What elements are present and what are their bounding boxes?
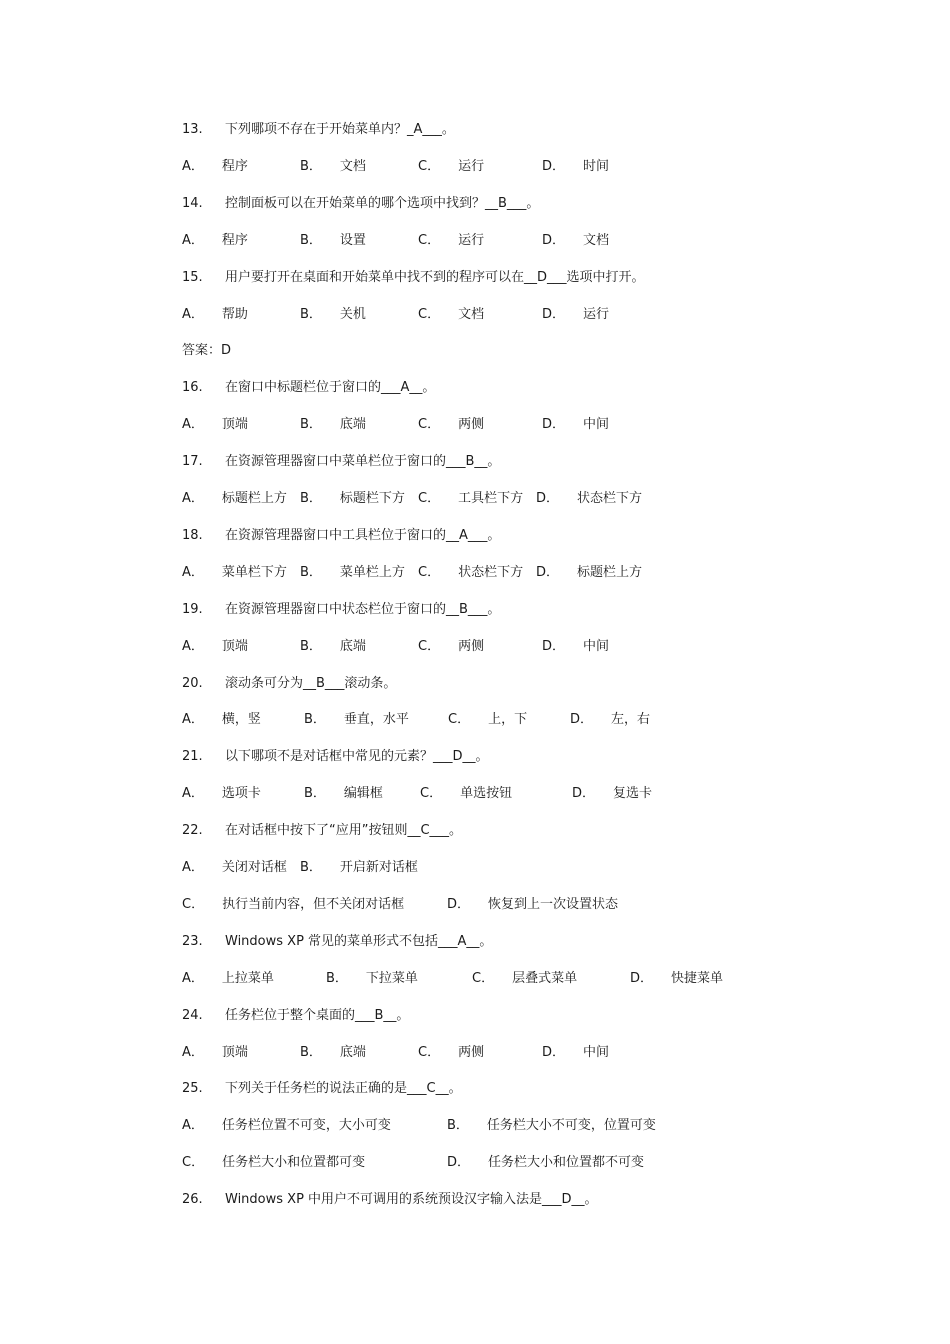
options-row xyxy=(182,563,882,583)
option-text: 任务栏大小和位置都不可变 xyxy=(488,1155,645,1170)
question-23 xyxy=(182,932,882,952)
question-number: 16. xyxy=(182,380,203,395)
answer-line: 答案：D xyxy=(182,343,232,358)
option-text: 底端 xyxy=(339,1045,366,1060)
options-row xyxy=(182,637,882,657)
option-text: 快捷菜单 xyxy=(671,971,724,986)
question-number: 22. xyxy=(182,823,203,838)
option-text: 复选卡 xyxy=(613,786,653,801)
option-text: 运行 xyxy=(458,159,485,174)
question-text: 在资源管理器窗口中状态栏位于窗口的__B___。 xyxy=(225,602,501,617)
question-number: 26. xyxy=(182,1192,203,1207)
option-text: 恢复到上一次设置状态 xyxy=(488,897,619,912)
options-row xyxy=(182,1116,882,1136)
option-letter: C． xyxy=(418,307,441,322)
option-d xyxy=(542,637,609,657)
options-row xyxy=(182,710,882,730)
option-letter: A． xyxy=(182,417,204,432)
question-number: 15. xyxy=(182,270,203,285)
option-d xyxy=(542,1043,609,1063)
option-text: 帮助 xyxy=(221,307,248,322)
option-letter: A． xyxy=(182,491,204,506)
question-number: 23. xyxy=(182,934,203,949)
option-letter: A． xyxy=(182,786,204,801)
options-row xyxy=(182,489,882,509)
option-a xyxy=(182,858,287,878)
question-22 xyxy=(182,821,882,841)
question-text: 控制面板可以在开始菜单的哪个选项中找到？__B___。 xyxy=(225,196,540,211)
option-text: 菜单栏下方 xyxy=(221,565,287,580)
option-letter: C． xyxy=(418,233,441,248)
option-a xyxy=(182,710,261,730)
question-text: 任务栏位于整个桌面的___B__。 xyxy=(225,1008,410,1023)
option-a xyxy=(182,231,248,251)
question-14 xyxy=(182,194,882,214)
option-text: 中间 xyxy=(583,417,610,432)
option-letter: D． xyxy=(536,565,560,580)
option-c xyxy=(418,637,484,657)
question-text: 以下哪项不是对话框中常见的元素？___D__。 xyxy=(225,749,489,764)
question-24 xyxy=(182,1006,882,1026)
option-letter: B． xyxy=(300,491,322,506)
option-text: 顶端 xyxy=(221,639,248,654)
question-20 xyxy=(182,674,882,694)
option-letter: A． xyxy=(182,860,204,875)
option-a xyxy=(182,784,261,804)
question-25 xyxy=(182,1079,882,1099)
question-19 xyxy=(182,600,882,620)
option-letter: B． xyxy=(304,712,326,727)
options-row xyxy=(182,969,882,989)
option-letter: B． xyxy=(300,307,322,322)
option-d xyxy=(542,415,609,435)
option-d xyxy=(542,157,609,177)
option-text: 顶端 xyxy=(221,1045,248,1060)
option-text: 两侧 xyxy=(458,417,485,432)
option-text: 选项卡 xyxy=(221,786,261,801)
question-text: 下列关于任务栏的说法正确的是___C__。 xyxy=(225,1081,462,1096)
option-text: 标题栏下方 xyxy=(339,491,405,506)
option-text: 上，下 xyxy=(488,712,528,727)
option-text: 运行 xyxy=(583,307,610,322)
option-c xyxy=(418,231,484,251)
option-letter: B． xyxy=(300,860,322,875)
option-text: 两侧 xyxy=(458,1045,485,1060)
option-letter: D． xyxy=(542,1045,566,1060)
question-number: 24. xyxy=(182,1008,203,1023)
option-letter: C． xyxy=(472,971,495,986)
option-text: 执行当前内容，但不关闭对话框 xyxy=(222,897,405,912)
option-letter: D． xyxy=(542,307,566,322)
question-13 xyxy=(182,120,882,140)
question-text: 在对话框中按下了“应用”按钮则__C___。 xyxy=(225,823,463,838)
question-number: 21. xyxy=(182,749,203,764)
option-text: 任务栏位置不可变，大小可变 xyxy=(221,1118,391,1133)
option-text: 横，竖 xyxy=(221,712,261,727)
option-letter: A． xyxy=(182,712,204,727)
option-b xyxy=(326,969,418,989)
question-number: 18. xyxy=(182,528,203,543)
option-letter: B． xyxy=(304,786,326,801)
option-text: 中间 xyxy=(583,639,610,654)
options-row xyxy=(182,415,882,435)
option-a xyxy=(182,637,248,657)
option-d xyxy=(447,1153,644,1173)
option-text: 标题栏上方 xyxy=(577,565,643,580)
option-text: 状态栏下方 xyxy=(458,565,524,580)
option-text: 菜单栏上方 xyxy=(339,565,405,580)
options-row xyxy=(182,157,882,177)
question-15 xyxy=(182,268,882,288)
option-letter: C． xyxy=(418,639,441,654)
option-c xyxy=(418,1043,484,1063)
option-c xyxy=(182,895,404,915)
option-letter: B． xyxy=(300,233,322,248)
option-letter: C． xyxy=(448,712,471,727)
option-text: 标题栏上方 xyxy=(221,491,287,506)
option-letter: C． xyxy=(418,417,441,432)
option-text: 垂直，水平 xyxy=(343,712,409,727)
option-letter: D． xyxy=(542,233,566,248)
question-text: 在窗口中标题栏位于窗口的___A__。 xyxy=(225,380,436,395)
option-text: 时间 xyxy=(583,159,610,174)
options-row xyxy=(182,1153,882,1173)
option-d xyxy=(570,710,650,730)
options-row xyxy=(182,305,882,325)
option-c xyxy=(182,1153,365,1173)
option-a xyxy=(182,305,248,325)
option-b xyxy=(300,157,366,177)
question-number: 17. xyxy=(182,454,203,469)
option-d xyxy=(536,563,642,583)
option-c xyxy=(418,563,523,583)
option-text: 层叠式菜单 xyxy=(512,971,578,986)
option-letter: D． xyxy=(570,712,594,727)
option-b xyxy=(300,1043,366,1063)
option-text: 关闭对话框 xyxy=(221,860,287,875)
option-a xyxy=(182,969,274,989)
option-b xyxy=(304,710,409,730)
options-row xyxy=(182,231,882,251)
option-letter: D． xyxy=(542,159,566,174)
options-row xyxy=(182,895,882,915)
option-d xyxy=(630,969,723,989)
question-text: 在资源管理器窗口中菜单栏位于窗口的___B__。 xyxy=(225,454,501,469)
option-letter: A． xyxy=(182,565,204,580)
option-text: 工具栏下方 xyxy=(458,491,524,506)
option-d xyxy=(447,895,618,915)
option-text: 文档 xyxy=(339,159,366,174)
option-a xyxy=(182,489,287,509)
option-text: 状态栏下方 xyxy=(577,491,643,506)
option-letter: C． xyxy=(418,159,441,174)
option-letter: D． xyxy=(542,639,566,654)
options-row xyxy=(182,1043,882,1063)
question-text: 用户要打开在桌面和开始菜单中找不到的程序可以在__D___选项中打开。 xyxy=(225,270,645,285)
option-letter: B． xyxy=(300,565,322,580)
option-d xyxy=(542,231,609,251)
question-text: 在资源管理器窗口中工具栏位于窗口的__A___。 xyxy=(225,528,501,543)
option-b xyxy=(300,637,366,657)
question-21 xyxy=(182,747,882,767)
option-d xyxy=(572,784,652,804)
question-number: 14. xyxy=(182,196,203,211)
option-text: 下拉菜单 xyxy=(365,971,418,986)
option-letter: B． xyxy=(300,159,322,174)
option-letter: A． xyxy=(182,1118,204,1133)
option-c xyxy=(418,157,484,177)
question-number: 25. xyxy=(182,1081,203,1096)
question-16 xyxy=(182,378,882,398)
option-c xyxy=(448,710,527,730)
options-row xyxy=(182,784,882,804)
option-letter: C． xyxy=(420,786,443,801)
option-text: 运行 xyxy=(458,233,485,248)
option-letter: B． xyxy=(326,971,348,986)
option-b xyxy=(300,305,366,325)
option-text: 文档 xyxy=(458,307,485,322)
option-letter: B． xyxy=(300,1045,322,1060)
option-letter: A． xyxy=(182,233,204,248)
option-a xyxy=(182,157,248,177)
question-number: 13. xyxy=(182,122,203,137)
option-a xyxy=(182,1116,391,1136)
option-a xyxy=(182,415,248,435)
option-a xyxy=(182,563,287,583)
option-text: 任务栏大小不可变，位置可变 xyxy=(486,1118,656,1133)
option-text: 任务栏大小和位置都可变 xyxy=(222,1155,366,1170)
option-text: 程序 xyxy=(221,233,248,248)
option-letter: C． xyxy=(182,897,205,912)
option-c xyxy=(418,415,484,435)
option-text: 两侧 xyxy=(458,639,485,654)
option-text: 开启新对话框 xyxy=(339,860,418,875)
option-text: 底端 xyxy=(339,417,366,432)
question-number: 19. xyxy=(182,602,203,617)
option-letter: C． xyxy=(418,491,441,506)
option-letter: C． xyxy=(418,565,441,580)
option-c xyxy=(472,969,577,989)
option-letter: D． xyxy=(542,417,566,432)
option-letter: A． xyxy=(182,307,204,322)
option-text: 关机 xyxy=(339,307,366,322)
option-text: 设置 xyxy=(339,233,366,248)
option-b xyxy=(300,563,405,583)
option-text: 左，右 xyxy=(611,712,651,727)
question-text: 滚动条可分为__B___滚动条。 xyxy=(225,676,397,691)
options-row xyxy=(182,858,882,878)
option-letter: D． xyxy=(447,897,471,912)
option-d xyxy=(542,305,609,325)
option-b xyxy=(304,784,383,804)
option-d xyxy=(536,489,642,509)
option-letter: A． xyxy=(182,159,204,174)
option-text: 顶端 xyxy=(221,417,248,432)
question-17 xyxy=(182,452,882,472)
option-c xyxy=(420,784,512,804)
question-26 xyxy=(182,1190,882,1210)
option-b xyxy=(300,489,405,509)
option-letter: B． xyxy=(447,1118,469,1133)
question-text: 下列哪项不存在于开始菜单内？_A___。 xyxy=(225,122,455,137)
option-letter: A． xyxy=(182,639,204,654)
option-text: 底端 xyxy=(339,639,366,654)
option-b xyxy=(300,415,366,435)
option-text: 中间 xyxy=(583,1045,610,1060)
option-text: 程序 xyxy=(221,159,248,174)
option-letter: C． xyxy=(182,1155,205,1170)
option-letter: B． xyxy=(300,417,322,432)
option-letter: D． xyxy=(447,1155,471,1170)
option-letter: D． xyxy=(572,786,596,801)
option-c xyxy=(418,489,523,509)
option-letter: A． xyxy=(182,1045,204,1060)
option-letter: C． xyxy=(418,1045,441,1060)
option-letter: A． xyxy=(182,971,204,986)
question-text: Windows XP 常见的菜单形式不包括___A__。 xyxy=(225,934,493,949)
option-b xyxy=(300,231,366,251)
option-text: 上拉菜单 xyxy=(221,971,274,986)
option-c xyxy=(418,305,484,325)
option-b xyxy=(300,858,418,878)
question-18 xyxy=(182,526,882,546)
question-text: Windows XP 中用户不可调用的系统预设汉字输入法是___D__。 xyxy=(225,1192,598,1207)
question-number: 20. xyxy=(182,676,203,691)
option-a xyxy=(182,1043,248,1063)
option-letter: D． xyxy=(630,971,654,986)
option-text: 文档 xyxy=(583,233,610,248)
option-text: 单选按钮 xyxy=(460,786,513,801)
option-b xyxy=(447,1116,656,1136)
option-text: 编辑框 xyxy=(343,786,383,801)
option-letter: D． xyxy=(536,491,560,506)
option-letter: B． xyxy=(300,639,322,654)
